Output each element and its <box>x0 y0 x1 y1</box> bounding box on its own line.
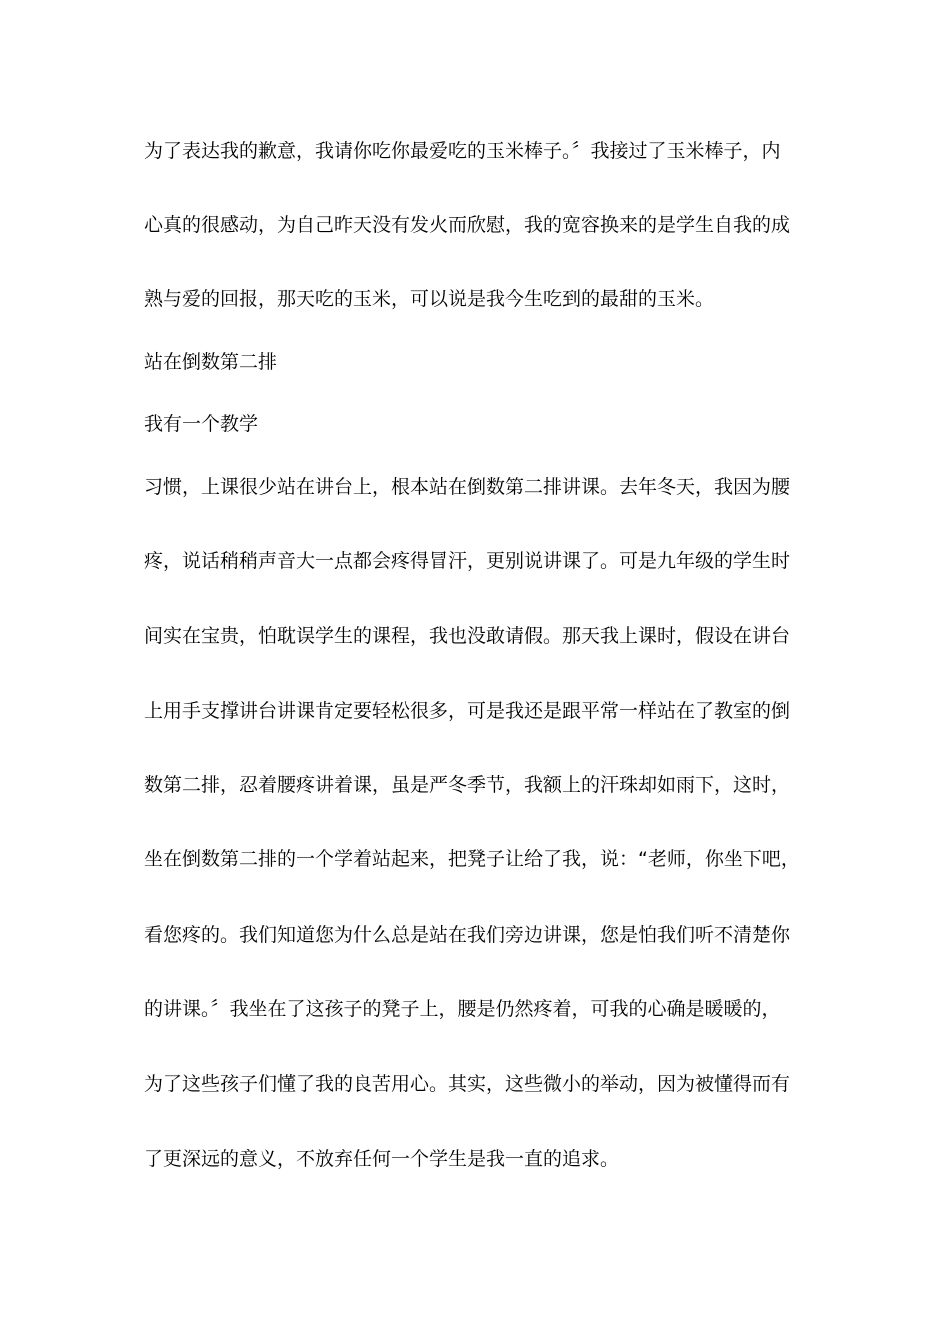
section-heading: 站在倒数第二排 <box>144 351 278 373</box>
paragraph-line: 了更深远的意义，不放弃任何一个学生是我一直的追求。 <box>144 1148 620 1170</box>
paragraph-line: 看您疼的。我们知道您为什么总是站在我们旁边讲课，您是怕我们听不清楚你 <box>144 924 791 946</box>
paragraph-line: 坐在倒数第二排的一个学着站起来，把凳子让给了我，说：“老师，你坐下吧， <box>144 848 800 870</box>
paragraph-line: 心真的很感动，为自己昨天没有发火而欣慰，我的宽容换来的是学生自我的成 <box>144 214 791 236</box>
paragraph-line: 数第二排，忍着腰疼讲着课，虽是严冬季节，我额上的汗珠却如雨下，这时， <box>144 774 791 796</box>
paragraph-line: 习惯，上课很少站在讲台上，根本站在倒数第二排讲课。去年冬天，我因为腰 <box>144 476 791 498</box>
paragraph-line: 疼，说话稍稍声音大一点都会疼得冒汗，更别说讲课了。可是九年级的学生时 <box>144 550 791 572</box>
paragraph-line: 上用手支撑讲台讲课肯定要轻松很多，可是我还是跟平常一样站在了教室的倒 <box>144 700 791 722</box>
paragraph-line: 熟与爱的回报，那天吃的玉米，可以说是我今生吃到的最甜的玉米。 <box>144 288 715 310</box>
paragraph-line: 的讲课。〞我坐在了这孩子的凳子上，腰是仍然疼着，可我的心确是暖暖的， <box>144 998 781 1020</box>
paragraph-line: 为了表达我的歉意，我请你吃你最爱吃的玉米棒子。〞我接过了玉米棒子，内 <box>144 140 781 162</box>
paragraph-line: 为了这些孩子们懂了我的良苦用心。其实，这些微小的举动，因为被懂得而有 <box>144 1073 791 1095</box>
paragraph-line: 我有一个教学 <box>144 413 259 435</box>
paragraph-line: 间实在宝贵，怕耽误学生的课程，我也没敢请假。那天我上课时，假设在讲台 <box>144 625 791 647</box>
